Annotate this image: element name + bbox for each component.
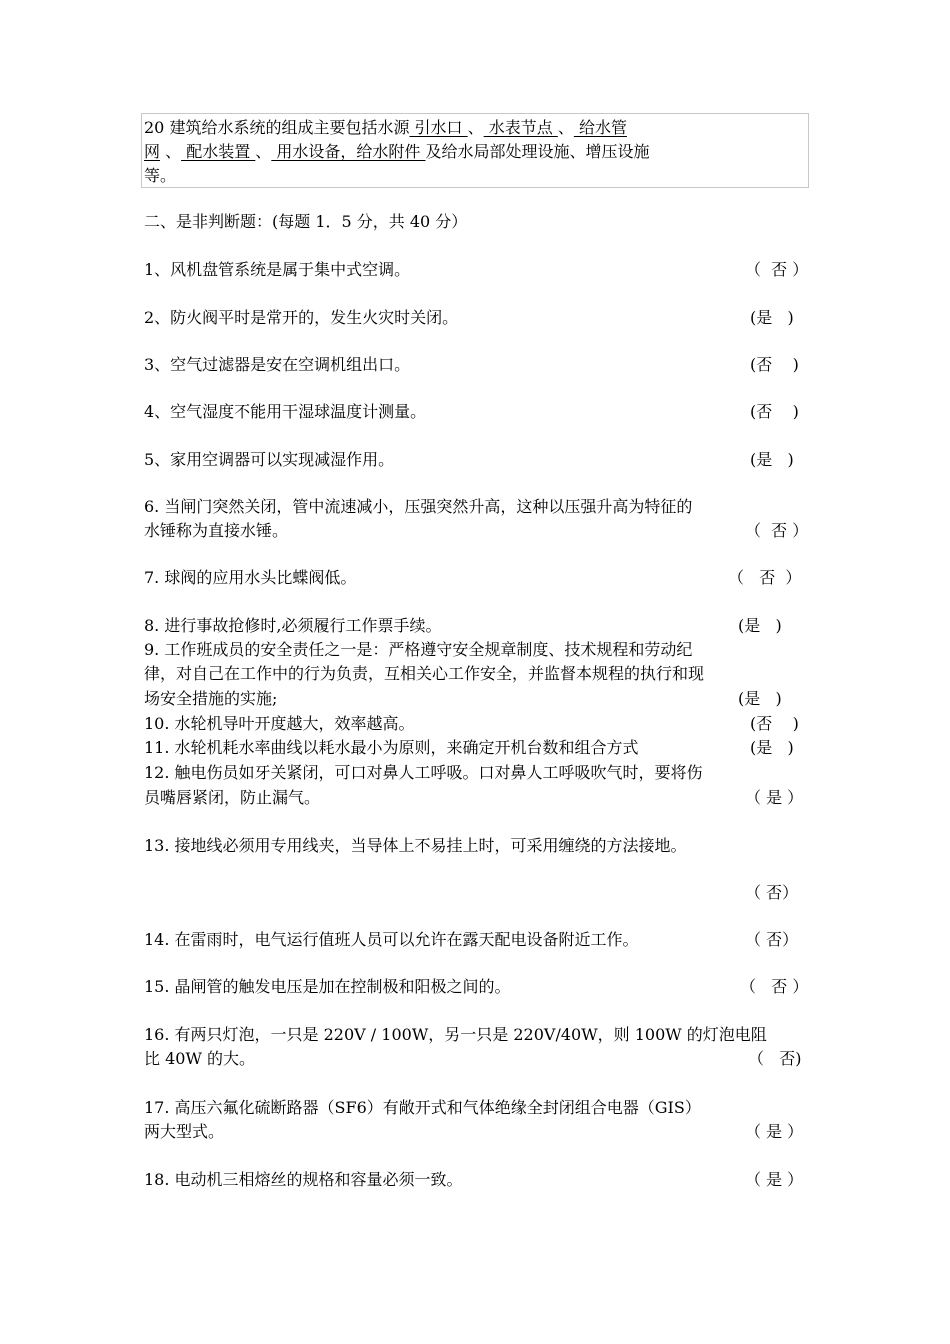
- question-13: 13. 接地线必须用专用线夹，当导体上不易挂上时，可采用缠绕的方法接地。: [144, 836, 687, 855]
- answer-9: (是 ): [738, 689, 782, 708]
- question-17-line-2: 两大型式。: [144, 1122, 225, 1141]
- question-11: 11. 水轮机耗水率曲线以耗水最小为原则，来确定开机台数和组合方式: [144, 738, 639, 757]
- question-16-line-1: 16. 有两只灯泡，一只是 220V / 100W，另一只是 220V/40W，则 100W 的灯泡电阻: [144, 1025, 767, 1044]
- q20-text: 、: [255, 142, 272, 161]
- blank-answer: 用水设备，给水附件: [271, 142, 426, 161]
- question-9-line-3: 场安全措施的实施;: [144, 689, 278, 708]
- answer-3: (否 ): [750, 355, 799, 374]
- question-9-line-1: 9. 工作班成员的安全责任之一是：严格遵守安全规章制度、技术规程和劳动纪: [144, 640, 693, 659]
- answer-10: (否 ): [750, 714, 799, 733]
- answer-11: (是 ): [750, 738, 794, 757]
- answer-16: （ 否): [748, 1049, 802, 1068]
- answer-1: （ 否 ）: [745, 260, 809, 279]
- answer-4: (否 ): [750, 402, 799, 421]
- question-7: 7. 球阀的应用水头比蝶阀低。: [144, 568, 357, 587]
- answer-17: （ 是 ）: [745, 1122, 804, 1141]
- answer-8: (是 ): [738, 616, 782, 635]
- question-12-line-1: 12. 触电伤员如牙关紧闭，可口对鼻人工呼吸。口对鼻人工呼吸吹气时，要将伤: [144, 763, 703, 782]
- question-1: 1、风机盘管系统是属于集中式空调。: [144, 260, 411, 279]
- blank-answer: 配水装置: [181, 142, 256, 161]
- answer-13: （ 否）: [745, 883, 799, 902]
- answer-12: （ 是 ）: [745, 788, 804, 807]
- question-12-line-2: 员嘴唇紧闭，防止漏气。: [144, 788, 321, 807]
- answer-15: （ 否 ）: [740, 977, 809, 996]
- question-16-line-2: 比 40W 的大。: [144, 1049, 255, 1068]
- blank-answer: 水表节点: [483, 118, 558, 137]
- question-6-line-2: 水锤称为直接水锤。: [144, 521, 289, 540]
- answer-6: （ 否 ）: [745, 521, 809, 540]
- blank-answer: 网: [144, 142, 161, 161]
- blank-answer: 引水口: [409, 118, 468, 137]
- q20-text: 20 建筑给水系统的组成主要包括水源: [144, 118, 410, 137]
- question-2: 2、防火阀平时是常开的，发生火灾时关闭。: [144, 308, 459, 327]
- answer-5: (是 ): [750, 450, 794, 469]
- section-title: 二、是非判断题：(每题 1．5 分，共 40 分）: [144, 212, 468, 231]
- q20-line-1: [144, 118, 627, 138]
- blank-answer: 给水管: [573, 118, 627, 137]
- question-5: 5、家用空调器可以实现减湿作用。: [144, 450, 395, 469]
- question-9-line-2: 律，对自己在工作中的行为负责，互相关心工作安全，并监督本规程的执行和现: [144, 664, 705, 683]
- question-10: 10. 水轮机导叶开度越大，效率越高。: [144, 714, 415, 733]
- question-18: 18. 电动机三相熔丝的规格和容量必须一致。: [144, 1170, 463, 1189]
- answer-18: （ 是 ）: [745, 1170, 804, 1189]
- q20-text: 、: [557, 118, 574, 137]
- question-3: 3、空气过滤器是安在空调机组出口。: [144, 355, 411, 374]
- question-6-line-1: 6. 当闸门突然关闭，管中流速减小，压强突然升高，这种以压强升高为特征的: [144, 497, 693, 516]
- q20-line-2: [144, 142, 650, 162]
- question-15: 15. 晶闸管的触发电压是加在控制极和阳极之间的。: [144, 977, 511, 996]
- answer-7: （ 否 ）: [728, 568, 802, 587]
- q20-text: 、: [160, 142, 182, 161]
- answer-14: （ 否）: [745, 930, 799, 949]
- q20-text: 及给水局部处理设施、增压设施: [425, 142, 650, 161]
- q20-line-3: 等。: [144, 166, 177, 185]
- q20-text: 、: [467, 118, 484, 137]
- answer-2: (是 ): [750, 308, 794, 327]
- question-14: 14. 在雷雨时，电气运行值班人员可以允许在露天配电设备附近工作。: [144, 930, 639, 949]
- question-8: 8. 进行事故抢修时,必须履行工作票手续。: [144, 616, 442, 635]
- question-17-line-1: 17. 高压六氟化硫断路器（SF6）有敞开式和气体绝缘全封闭组合电器（GIS）: [144, 1098, 701, 1117]
- question-4: 4、空气湿度不能用干湿球温度计测量。: [144, 402, 427, 421]
